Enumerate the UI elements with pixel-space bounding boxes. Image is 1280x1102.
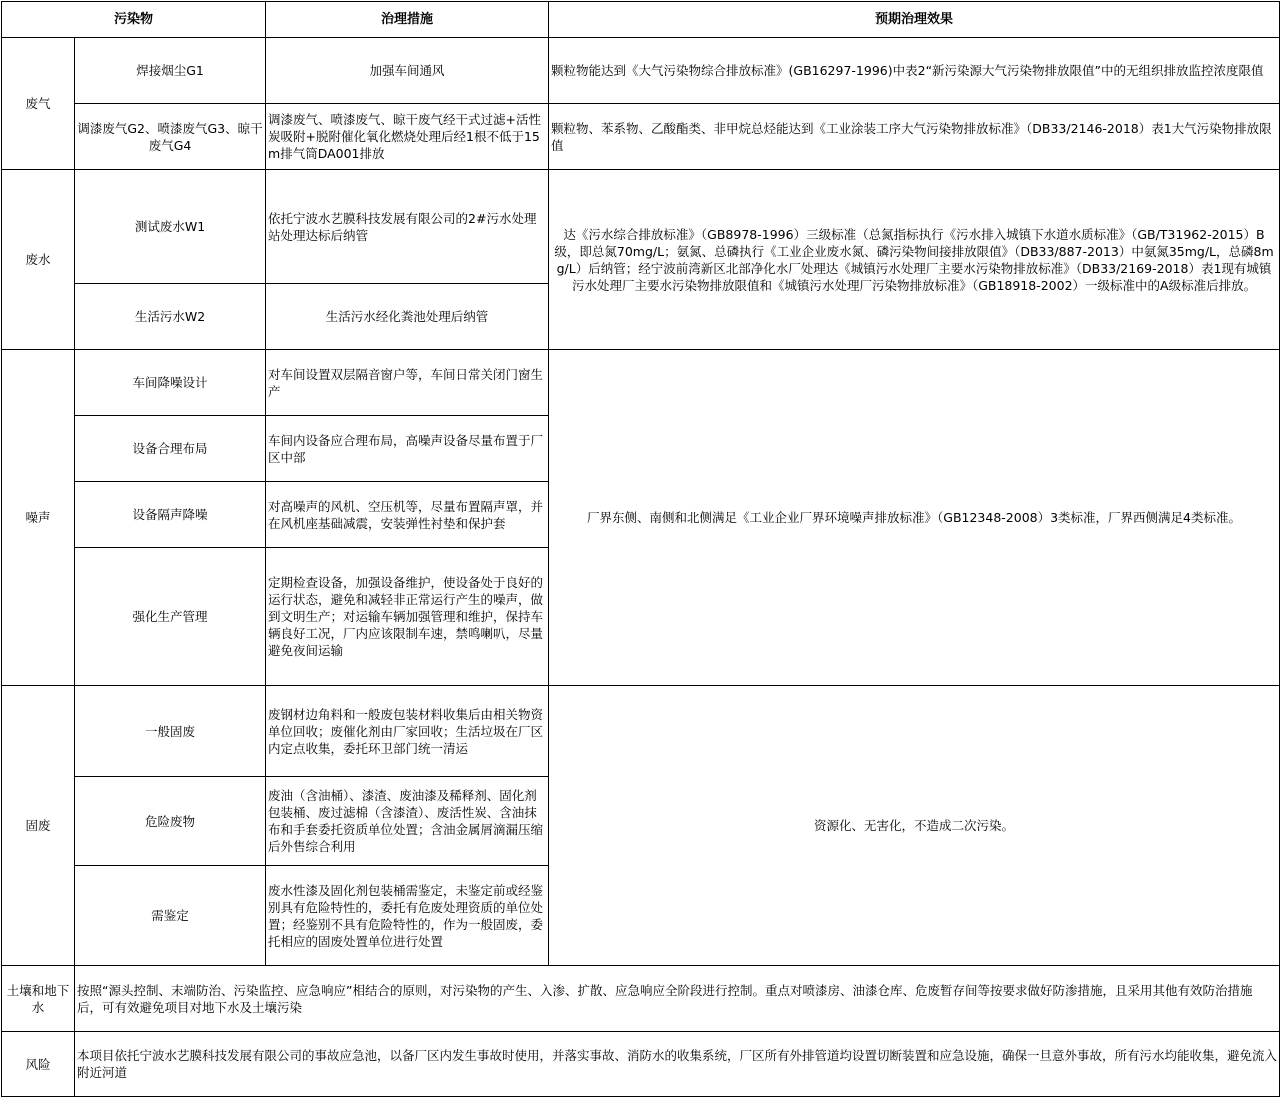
pollutant-name: 设备合理布局 — [75, 416, 266, 482]
category-water: 废水 — [2, 170, 75, 350]
effect-cell: 达《污水综合排放标准》（GB8978-1996）三级标准（总氮指标执行《污水排入城镇下水道水质标准》（GB/T31962-2015）B级，即总氮70mg/L；氨氮、总磷执行《工业企业废水氮、磷污染物间接排放限值》（DB33/887-2013）中氨氮35mg/L，总磷8mg/L）后纳管；经宁波前湾新区北部净化水厂处理达《城镇污水处理厂主要水污染物排放标准》（DB33/2169-2018）表1现有城镇污水处理厂主要水污染物排放限值和《城镇污水处理厂污染物排放标准》（GB18918-2002）一级标准中的A级标准后排放。 — [549, 170, 1280, 350]
pollutant-name: 生活污水W2 — [75, 284, 266, 350]
header-pollutant: 污染物 — [2, 2, 266, 38]
pollutant-name: 调漆废气G2、喷漆废气G3、晾干废气G4 — [75, 104, 266, 170]
measure-cell: 废钢材边角料和一般废包装材料收集后由相关物资单位回收；废催化剂由厂家回收；生活垃圾在厂区内定点收集，委托环卫部门统一清运 — [266, 686, 549, 777]
measure-cell: 车间内设备应合理布局，高噪声设备尽量布置于厂区中部 — [266, 416, 549, 482]
pollutant-name: 危险废物 — [75, 777, 266, 866]
measure-cell: 生活污水经化粪池处理后纳管 — [266, 284, 549, 350]
pollution-control-table — [1, 1, 1280, 1097]
table-row — [2, 170, 1280, 284]
measure-cell: 废水性漆及固化剂包装桶需鉴定，未鉴定前或经鉴别具有危险特性的，委托有危废处理资质的单位处置；经鉴别不具有危险特性的，作为一般固废，委托相应的固废处置单位进行处置 — [266, 866, 549, 966]
table-row — [2, 350, 1280, 416]
effect-cell: 资源化、无害化，不造成二次污染。 — [549, 686, 1280, 966]
table-row — [2, 104, 1280, 170]
header-row — [2, 2, 1280, 38]
risk-measure-text: 本项目依托宁波水艺膜科技发展有限公司的事故应急池，以备厂区内发生事故时使用，并落实事故、消防水的收集系统，厂区所有外排管道均设置切断装置和应急设施，确保一旦意外事故，所有污水均能收集，避免流入附近河道 — [75, 1032, 1280, 1097]
category-solid: 固废 — [2, 686, 75, 966]
table-row — [2, 38, 1280, 104]
pollutant-name: 设备隔声降噪 — [75, 482, 266, 548]
measure-cell: 调漆废气、喷漆废气、晾干废气经干式过滤+活性炭吸附+脱附催化氧化燃烧处理后经1根不低于15m排气筒DA001排放 — [266, 104, 549, 170]
header-effect: 预期治理效果 — [549, 2, 1280, 38]
category-noise: 噪声 — [2, 350, 75, 686]
category-soil: 土壤和地下水 — [2, 966, 75, 1032]
measure-cell: 对车间设置双层隔音窗户等，车间日常关闭门窗生产 — [266, 350, 549, 416]
effect-cell: 颗粒物能达到《大气污染物综合排放标准》(GB16297-1996)中表2“新污染源大气污染物排放限值”中的无组织排放监控浓度限值 — [549, 38, 1280, 104]
measure-cell: 废油（含油桶）、漆渣、废油漆及稀释剂、固化剂包装桶、废过滤棉（含漆渣）、废活性炭、含油抹布和手套委托资质单位处置；含油金属屑滴漏压缩后外售综合利用 — [266, 777, 549, 866]
pollutant-name: 需鉴定 — [75, 866, 266, 966]
pollutant-name: 车间降噪设计 — [75, 350, 266, 416]
category-air: 废气 — [2, 38, 75, 170]
pollutant-name: 强化生产管理 — [75, 548, 266, 686]
pollutant-name: 焊接烟尘G1 — [75, 38, 266, 104]
table-row — [2, 966, 1280, 1032]
category-risk: 风险 — [2, 1032, 75, 1097]
soil-measure-text: 按照“源头控制、末端防治、污染监控、应急响应”相结合的原则，对污染物的产生、入渗、扩散、应急响应全阶段进行控制。重点对喷漆房、油漆仓库、危废暂存间等按要求做好防渗措施，且采用其他有效防治措施后，可有效避免项目对地下水及土壤污染 — [75, 966, 1280, 1032]
measure-cell: 依托宁波水艺膜科技发展有限公司的2#污水处理站处理达标后纳管 — [266, 170, 549, 284]
measure-cell: 定期检查设备，加强设备维护，使设备处于良好的运行状态，避免和减轻非正常运行产生的噪声，做到文明生产；对运输车辆加强管理和维护，保持车辆良好工况，厂内应该限制车速，禁鸣喇叭，尽量避免夜间运输 — [266, 548, 549, 686]
table-row — [2, 686, 1280, 777]
pollutant-name: 一般固废 — [75, 686, 266, 777]
header-measure: 治理措施 — [266, 2, 549, 38]
pollutant-name: 测试废水W1 — [75, 170, 266, 284]
measure-cell: 加强车间通风 — [266, 38, 549, 104]
effect-cell: 颗粒物、苯系物、乙酸酯类、非甲烷总烃能达到《工业涂装工序大气污染物排放标准》（DB33/2146-2018）表1大气污染物排放限值 — [549, 104, 1280, 170]
measure-cell: 对高噪声的风机、空压机等，尽量布置隔声罩，并在风机座基础减震，安装弹性衬垫和保护套 — [266, 482, 549, 548]
table-row — [2, 1032, 1280, 1097]
effect-cell: 厂界东侧、南侧和北侧满足《工业企业厂界环境噪声排放标准》（GB12348-2008）3类标准，厂界西侧满足4类标准。 — [549, 350, 1280, 686]
